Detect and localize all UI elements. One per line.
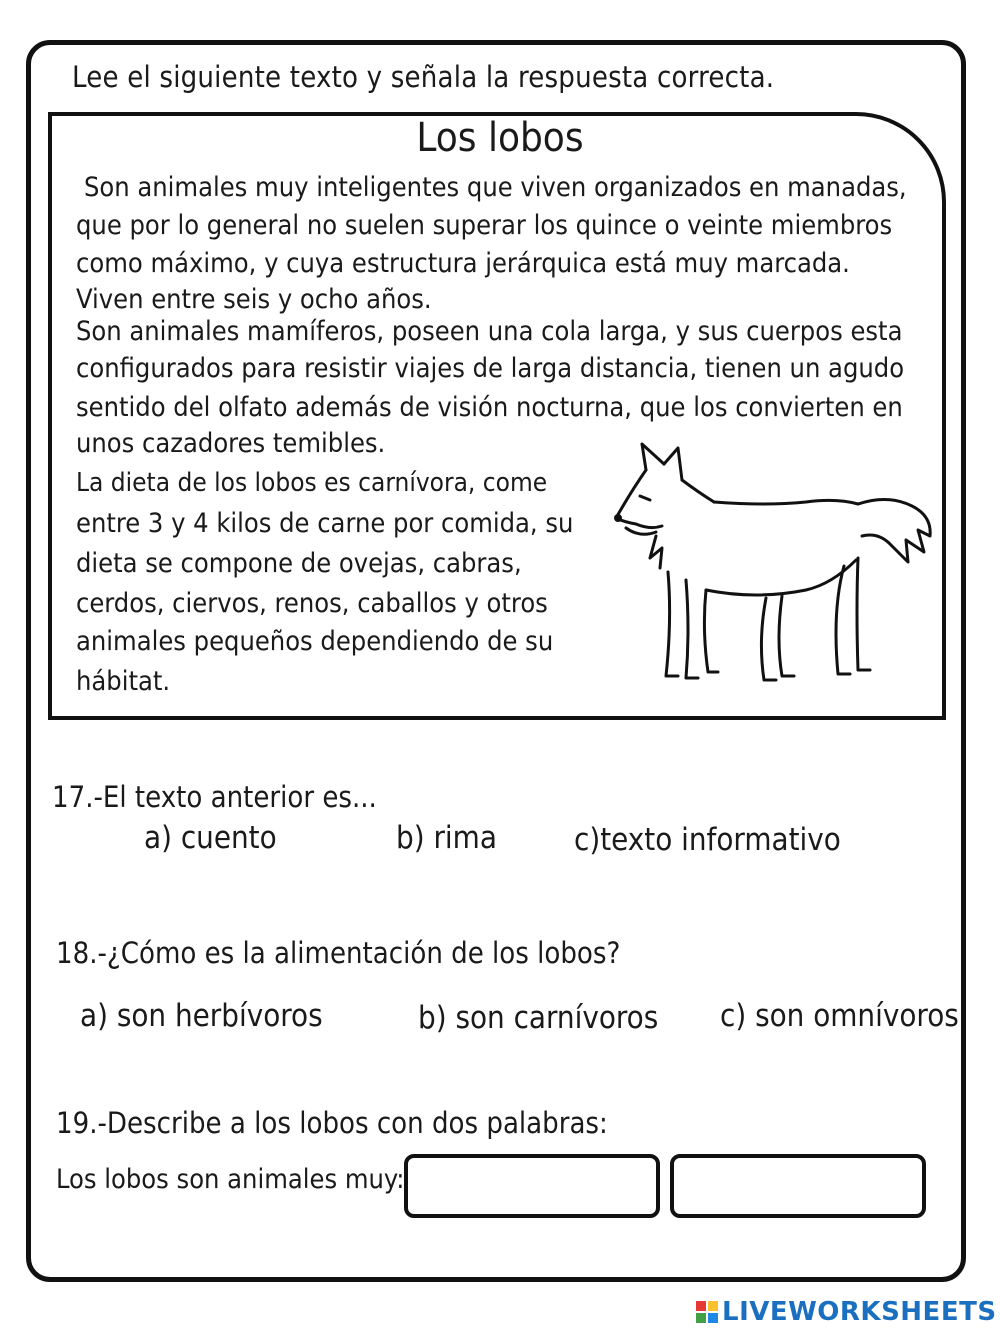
option-c-omnivoros[interactable]: c) son omnívoros [720,998,959,1034]
question-number: 18.- [56,936,107,970]
reading-line: que por lo general no suelen superar los quince o veinte miembros [76,210,893,241]
question-text: Describe a los lobos con dos palabras: [106,1106,608,1140]
reading-line: cerdos, ciervos, renos, caballos y otros [76,588,548,619]
question-number: 19.- [56,1106,107,1140]
reading-line: Viven entre seis y ocho años. [76,284,432,315]
reading-line: sentido del olfato además de visión nocturna, que los convierten en [76,392,903,423]
option-c-texto-informativo[interactable]: c)texto informativo [574,822,841,858]
liveworksheets-logo-icon [696,1301,718,1323]
reading-line: configurados para resistir viajes de larga distancia, tienen un agudo [76,353,905,384]
reading-line: dieta se compone de ovejas, cabras, [76,548,522,579]
reading-line: La dieta de los lobos es carnívora, come [76,468,548,498]
instruction: Lee el siguiente texto y señala la respuesta correcta. [72,60,775,94]
question-text: ¿Cómo es la alimentación de los lobos? [106,936,621,970]
liveworksheets-logo [696,1298,997,1326]
reading-line: unos cazadores temibles. [76,428,386,459]
brand-name: LIVEWORKSHEETS [722,1297,997,1327]
option-b-carnivoros[interactable]: b) son carnívoros [418,1000,659,1036]
question-19 [56,1106,608,1140]
question-text: El texto anterior es... [102,780,377,814]
wolf-illustration [606,440,936,692]
answer-input-2[interactable] [670,1154,926,1218]
question-17 [52,780,377,814]
reading-line: como máximo, y cuya estructura jerárquica está muy marcada. [76,248,850,279]
reading-title: Los lobos [416,115,584,161]
reading-line: animales pequeños dependiendo de su [76,626,554,657]
answer-input-1[interactable] [404,1154,660,1218]
reading-line: entre 3 y 4 kilos de carne por comida, su [76,508,574,539]
option-b-rima[interactable]: b) rima [396,820,497,856]
reading-line: Son animales mamíferos, poseen una cola larga, y sus cuerpos esta [76,316,903,347]
question-18 [56,936,620,970]
option-a-cuento[interactable]: a) cuento [144,820,277,856]
option-a-herbivoros[interactable]: a) son herbívoros [80,998,323,1034]
reading-line: Son animales muy inteligentes que viven organizados en manadas, [84,172,907,203]
question-number: 17.- [52,780,103,814]
reading-line: hábitat. [76,666,171,697]
answer-prompt: Los lobos son animales muy: [56,1164,405,1195]
